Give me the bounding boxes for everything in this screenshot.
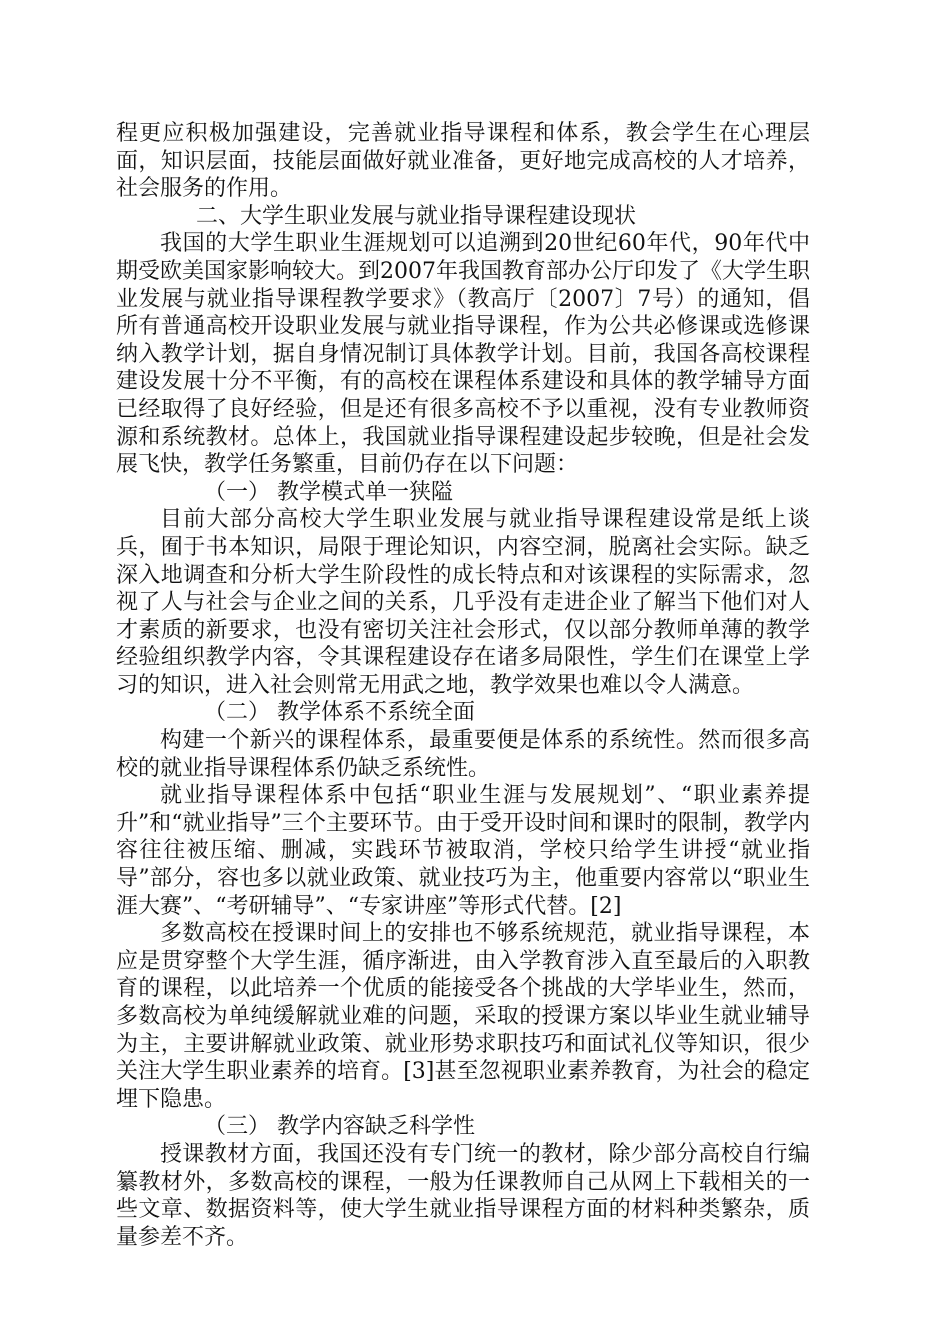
paragraph-teaching-mode: 目前大部分高校大学生职业发展与就业指导课程建设常是纸上谈兵，囿于书本知识，局限于理论知识，内容空洞，脱离社会实际。缺乏深入地调查和分析大学生阶段性的成长特点和对该课程的实际需求，忽视了人与社会与企业之间的关系，几乎没有走进企业了解当下他们对人才素质的新要求，也没有密切关注社会形式，仅以部分教师单薄的教学经验组织教学内容，令其课程建设存在诸多局限性，学生们在课堂上学习的知识，进入社会则常无用武之地，教学效果也难以令人满意。 xyxy=(116,507,810,698)
subsection-heading-1: （一） 教学模式单一狭隘 xyxy=(204,479,453,505)
subsection-heading-2: （二） 教学体系不系统全面 xyxy=(204,700,475,726)
subsection-heading-3: （三） 教学内容缺乏科学性 xyxy=(204,1114,475,1140)
section-heading-2: 二、大学生职业发展与就业指导课程建设现状 xyxy=(196,203,637,229)
document-body xyxy=(116,120,810,1251)
paragraph-intro-continuation: 程更应积极加强建设，完善就业指导课程和体系，教会学生在心理层面，知识层面，技能层面做好就业准备，更好地完成高校的人才培养，社会服务的作用。 xyxy=(116,121,810,202)
paragraph-system-intro: 构建一个新兴的课程体系，最重要便是体系的系统性。然而很多高校的就业指导课程体系仍缺乏系统性。 xyxy=(116,728,810,781)
paragraph-schedule: 多数高校在授课时间上的安排也不够系统规范，就业指导课程，本应是贯穿整个大学生涯，循序渐进，由入学教育涉入直至最后的入职教育的课程，以此培养一个优质的能接受各个挑战的大学毕业生，然而，多数高校为单纯缓解就业难的问题，采取的授课方案以毕业生就业辅导为主，主要讲解就业政策、就业形势求职技巧和面试礼仪等知识，很少关注大学生职业素养的培育。[3]甚至忽视职业素养教育，为社会的稳定埋下隐患。 xyxy=(116,921,810,1112)
paragraph-history: 我国的大学生职业生涯规划可以追溯到20世纪60年代，90年代中期受欧美国家影响较大。到2007年我国教育部办公厅印发了《大学生职业发展与就业指导课程教学要求》（教高厅〔2007〕7号）的通知，倡所有普通高校开设职业发展与就业指导课程，作为公共必修课或选修课纳入教学计划，据自身情况制订具体教学计划。目前，我国各高校课程建设发展十分不平衡，有的高校在课程体系建设和具体的教学辅导方面已经取得了良好经验，但是还有很多高校不予以重视，没有专业教师资源和系统教材。总体上，我国就业指导课程建设起步较晚，但是社会发展飞快，教学任务繁重，目前仍存在以下问题： xyxy=(116,231,810,478)
paragraph-materials: 授课教材方面，我国还没有专门统一的教材，除少部分高校自行编纂教材外，多数高校的课程，一般为任课教师自己从网上下载相关的一些文章、数据资料等，使大学生就业指导课程方面的材料种类繁杂，质量参差不齐。 xyxy=(116,1141,810,1250)
paragraph-system-components: 就业指导课程体系中包括“职业生涯与发展规划”、“职业素养提升”和“就业指导”三个主要环节。由于受开设时间和课时的限制，教学内容往往被压缩、删减，实践环节被取消，学校只给学生讲授“就业指导”部分，容也多以就业政策、就业技巧为主，他重要内容常以“职业生涯大赛”、“考研辅导”、“专家讲座”等形式代替。[2] xyxy=(116,783,810,919)
